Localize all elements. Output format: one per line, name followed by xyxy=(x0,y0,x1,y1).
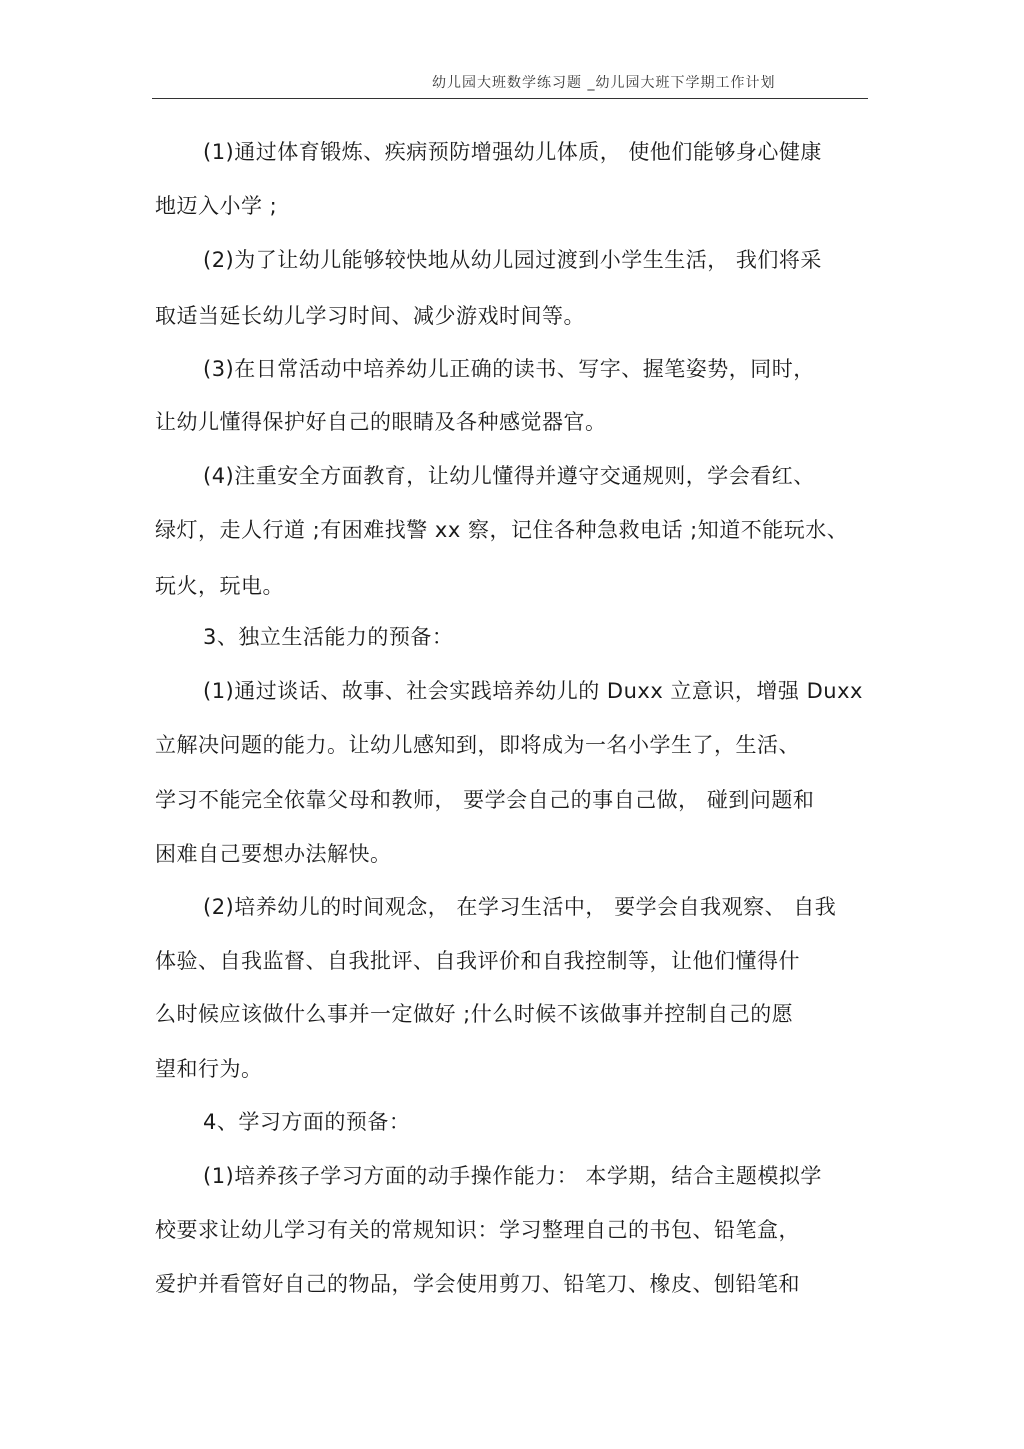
text-line: 取适当延长幼儿学习时间、减少游戏时间等。 xyxy=(155,304,585,328)
page-header xyxy=(152,66,868,99)
header-title: 幼儿园大班数学练习题 _幼儿园大班下学期工作计划 xyxy=(432,75,776,91)
text-line: (1)培养孩子学习方面的动手操作能力： 本学期，结合主题模拟学 xyxy=(203,1164,822,1188)
text-line: 玩火，玩电。 xyxy=(155,574,284,598)
text-line: 爱护并看管好自己的物品，学会使用剪刀、铅笔刀、橡皮、刨铅笔和 xyxy=(155,1272,800,1296)
text-line: 立解决问题的能力。让幼儿感知到，即将成为一名小学生了，生活、 xyxy=(155,733,800,757)
text-line: 地迈入小学 ; xyxy=(155,194,278,218)
section-heading: 4、学习方面的预备： xyxy=(203,1110,411,1134)
text-line: (1)通过谈话、故事、社会实践培养幼儿的 Duxx 立意识，增强 Duxx xyxy=(203,679,863,703)
text-line: (1)通过体育锻炼、疾病预防增强幼儿体质， 使他们能够身心健康 xyxy=(203,140,822,164)
text-line: (4)注重安全方面教育，让幼儿懂得并遵守交通规则，学会看红、 xyxy=(203,464,815,488)
text-line: (2)为了让幼儿能够较快地从幼儿园过渡到小学生生活， 我们将采 xyxy=(203,248,822,272)
text-line: 体验、自我监督、自我批评、自我评价和自我控制等，让他们懂得什 xyxy=(155,949,800,973)
text-line: (2)培养幼儿的时间观念， 在学习生活中， 要学会自我观察、 自我 xyxy=(203,895,837,919)
text-line: 学习不能完全依靠父母和教师， 要学会自己的事自己做， 碰到问题和 xyxy=(155,788,815,812)
text-line: 困难自己要想办法解快。 xyxy=(155,842,392,866)
text-line: 校要求让幼儿学习有关的常规知识：学习整理自己的书包、铅笔盒， xyxy=(155,1218,800,1242)
text-line: 么时候应该做什么事并一定做好 ;什么时候不该做事并控制自己的愿 xyxy=(155,1002,794,1026)
text-line: 绿灯，走人行道 ;有困难找警 xx 察，记住各种急救电话 ;知道不能玩水、 xyxy=(155,518,849,542)
text-line: 望和行为。 xyxy=(155,1057,263,1081)
text-line: (3)在日常活动中培养幼儿正确的读书、写字、握笔姿势，同时， xyxy=(203,357,815,381)
text-line: 让幼儿懂得保护好自己的眼睛及各种感觉器官。 xyxy=(155,410,607,434)
section-heading: 3、独立生活能力的预备： xyxy=(203,625,454,649)
